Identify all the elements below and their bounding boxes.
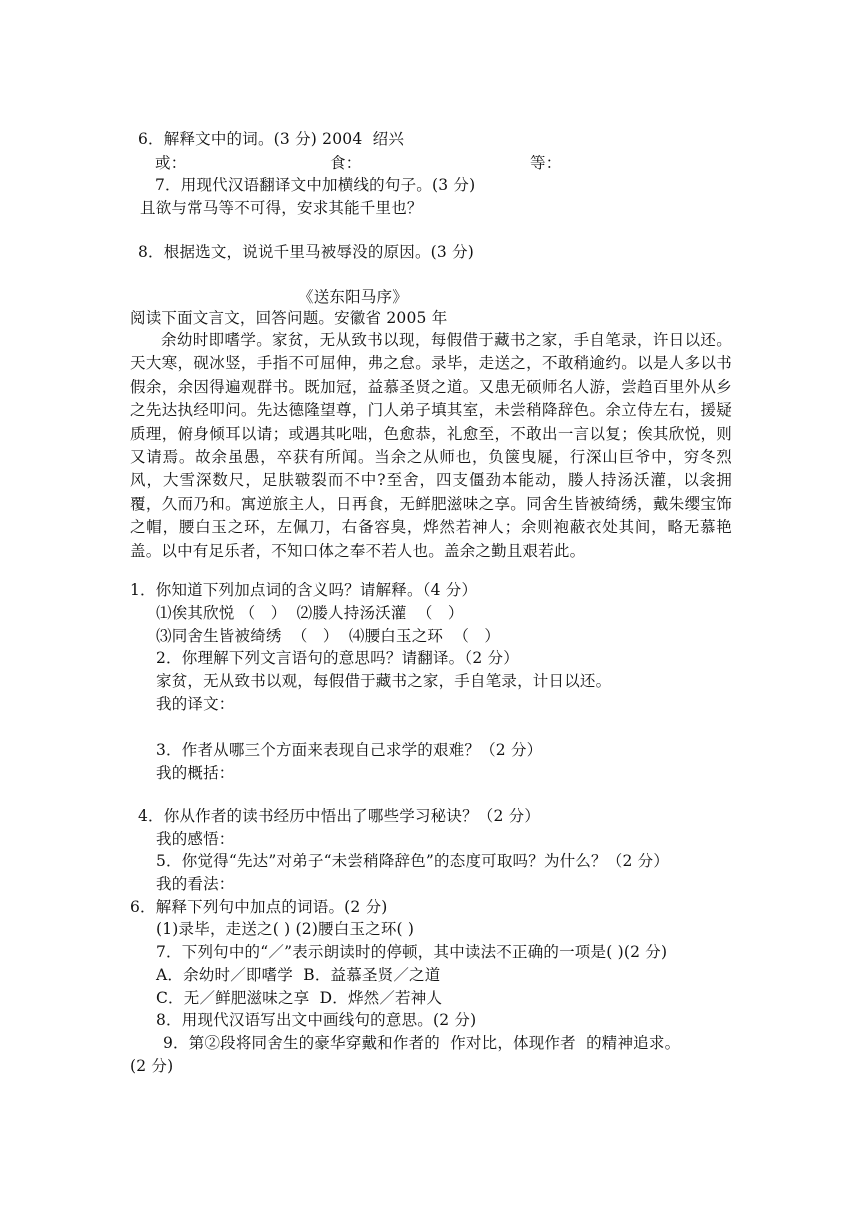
q2-2-answer-label: 我的译文：: [156, 695, 235, 713]
q2-3-answer-label: 我的概括：: [156, 764, 235, 782]
q2-1-row-2: ⑶同舍生皆被绮绣 （ ） ⑷腰白玉之环 （ ）: [156, 627, 501, 645]
q2-3-heading: 3．作者从哪三个方面来表现自己求学的艰难？（2 分）: [156, 741, 543, 759]
question-8-heading: 8．根据选文，说说千里马被辱没的原因。(3 分): [138, 243, 475, 261]
q2-1-row-1: ⑴俟其欣悦 （ ） ⑵媵人持汤沃灌 （ ）: [156, 604, 464, 622]
q3-9-heading: 9．第②段将同舍生的豪华穿戴和作者的 作对比，体现作者 的精神追求。: [163, 1034, 681, 1052]
q2-4-answer-label: 我的感悟：: [156, 830, 235, 848]
q2-1-heading: 1．你知道下列加点词的含义吗？请解释。（4 分）: [130, 581, 478, 599]
blank-label-shi: 食：: [330, 154, 362, 172]
q3-7-options-ab: A．余幼时／即嗜学 B．益慕圣贤／之道: [156, 966, 441, 984]
q3-8-heading: 8．用现代汉语写出文中画线句的意思。(2 分): [156, 1011, 477, 1029]
q3-7-options-cd: C．无／鲜肥滋味之享 D．烨然／若神人: [156, 989, 443, 1007]
blank-label-deng: 等：: [530, 154, 562, 172]
q2-2-sentence: 家贫，无从致书以观，每假借于藏书之家，手自笔录，计日以还。: [156, 672, 612, 690]
passage-title: 《送东阳马序》: [298, 288, 408, 306]
passage-intro: 阅读下面文言文，回答问题。安徽省 2005 年: [130, 309, 448, 327]
question-7-heading: 7．用现代汉语翻译文中加横线的句子。(3 分): [155, 176, 476, 194]
q3-6-items: (1)录毕，走送之( ) (2)腰白玉之环( ): [156, 920, 415, 938]
passage-body: 余幼时即嗜学。家贫，无从致书以现，每假借于藏书之家，手自笔录，许日以还。天大寒，砚冰竖，手指不可屈伸，弗之怠。录毕，走送之，不敢稍逾约。以是人多以书假余，余因得遍观群书。既加冠，益慕圣贤之道。又患无硕师名人游，尝趋百里外从乡之先达执经叩问。先达德隆望尊，门人弟子填其室，未尝稍降辞色。余立侍左右，援疑质理，俯身倾耳以请；或遇其叱咄，色愈恭，礼愈至，不敢出一言以复；俟其欣悦，则又请焉。故余虽愚，卒获有所闻。当余之从师也，负箧曳屣，行深山巨爷中，穷冬烈风，大雪深数尺，足肤皲裂而不中?至舍，四支僵劲本能动，媵人持汤沃灌，以衾拥覆，久而乃和。寓逆旅主人，日再食，无鲜肥滋味之享。同舍生皆被绮绣，戴朱缨宝饰之帽，腰白玉之环，左佩刀，右备容臭，烨然若神人；余则袍蔽衣处其间，略无慕艳盖。以中有足乐者，不知口体之奉不若人也。盖余之勤且艰若此。: [130, 331, 732, 560]
q3-7-heading: 7．下列句中的“／”表示朗读时的停顿，其中读法不正确的一项是( )(2 分): [156, 943, 668, 961]
question-6-heading: 6．解释文中的词。(3 分) 2004 绍兴: [138, 130, 405, 148]
q2-2-heading: 2．你理解下列文言语句的意思吗？请翻译。（2 分）: [156, 649, 519, 667]
blank-label-huo: 或：: [155, 154, 187, 172]
q3-6-heading: 6．解释下列句中加点的词语。(2 分): [130, 898, 388, 916]
q2-5-answer-label: 我的看法：: [156, 875, 235, 893]
q2-4-heading: 4．你从作者的读书经历中悟出了哪些学习秘诀？（2 分）: [138, 807, 541, 825]
question-7-sentence: 且欲与常马等不可得，安求其能千里也？: [140, 199, 423, 217]
q3-9-score: (2 分): [130, 1057, 174, 1075]
q2-5-heading: 5．你觉得“先达”对弟子“未尝稍降辞色”的态度可取吗？为什么？（2 分）: [156, 852, 670, 870]
